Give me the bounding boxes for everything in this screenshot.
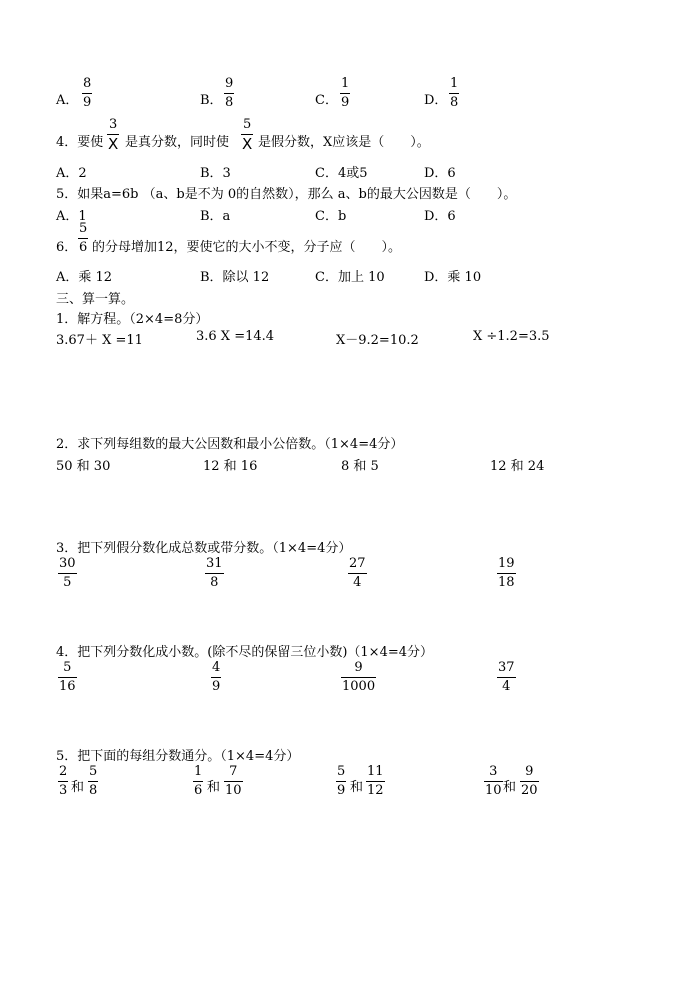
q3-option-b-fraction bbox=[224, 77, 234, 110]
numerator: 9 bbox=[354, 660, 363, 675]
numerator: 1 bbox=[450, 76, 459, 91]
decimal-fraction-4 bbox=[497, 661, 516, 694]
part-3-heading: 3．把下列假分数化成总数或带分数。（1×4=4分） bbox=[56, 541, 352, 556]
improper-fraction-4 bbox=[497, 557, 516, 590]
numerator: 1 bbox=[194, 764, 203, 779]
q4-option-d: D．6 bbox=[424, 166, 456, 181]
fraction-group-1-second bbox=[88, 765, 98, 798]
q6-prefix: 6． bbox=[56, 240, 78, 255]
part-5-heading: 5．把下面的每组分数通分。（1×4=4分） bbox=[56, 749, 300, 764]
numerator: 4 bbox=[212, 660, 221, 675]
numerator: 5 bbox=[243, 117, 252, 132]
denominator: X bbox=[242, 135, 253, 153]
q3-option-c-fraction bbox=[340, 77, 350, 110]
q4-option-c: C．4或5 bbox=[315, 166, 368, 181]
numerator: 5 bbox=[89, 764, 98, 779]
decimal-fraction-3 bbox=[341, 661, 376, 694]
q3-option-a-label: A． bbox=[56, 93, 79, 108]
denominator: 20 bbox=[521, 783, 538, 798]
denominator: 8 bbox=[205, 573, 224, 590]
denominator: 16 bbox=[59, 679, 76, 694]
q4-suffix: 是假分数，X应该是（ ）。 bbox=[258, 135, 430, 150]
numerator: 9 bbox=[525, 764, 534, 779]
denominator: 4 bbox=[497, 677, 516, 694]
fraction-group-1-first bbox=[58, 765, 68, 798]
fraction-group-3-first bbox=[336, 765, 346, 798]
denominator: 12 bbox=[367, 783, 384, 798]
improper-fraction-2 bbox=[205, 557, 224, 590]
improper-fraction-3 bbox=[348, 557, 367, 590]
number-pair-3: 8 和 5 bbox=[341, 459, 379, 474]
numerator: 19 bbox=[498, 556, 515, 571]
denominator: X bbox=[108, 135, 119, 153]
numerator: 31 bbox=[206, 556, 223, 571]
and-word: 和 bbox=[503, 780, 517, 795]
numerator: 30 bbox=[59, 556, 76, 571]
fraction-group-2-first bbox=[193, 765, 203, 798]
part-1-heading: 1．解方程。（2×4=8分） bbox=[56, 312, 209, 327]
numerator: 7 bbox=[229, 764, 238, 779]
numerator: 9 bbox=[225, 76, 234, 91]
number-pair-4: 12 和 24 bbox=[490, 459, 545, 474]
q4-prefix: 4．要使 bbox=[56, 135, 104, 150]
q4-option-b: B．3 bbox=[200, 166, 231, 181]
q3-option-a-fraction bbox=[82, 77, 92, 110]
fraction-group-2-second bbox=[224, 765, 243, 798]
section-3-title: 三、算一算。 bbox=[56, 292, 135, 307]
q6-suffix: 的分母增加12，要使它的大小不变，分子应（ ）。 bbox=[92, 240, 402, 255]
q4-fraction-1 bbox=[107, 118, 119, 151]
q4-option-a: A．2 bbox=[56, 166, 87, 181]
denominator: 9 bbox=[341, 95, 350, 110]
q3-option-b-label: B． bbox=[200, 93, 223, 108]
numerator: 2 bbox=[59, 764, 68, 779]
numerator: 3 bbox=[489, 764, 498, 779]
equation-1: 3.67＋ X =11 bbox=[56, 333, 143, 348]
denominator: 6 bbox=[194, 783, 203, 798]
q6-option-d: D．乘 10 bbox=[424, 270, 482, 285]
numerator: 37 bbox=[498, 660, 515, 675]
denominator: 9 bbox=[212, 679, 221, 694]
denominator: 8 bbox=[89, 783, 98, 798]
improper-fraction-1 bbox=[58, 557, 77, 590]
equation-2: 3.6 X =14.4 bbox=[196, 329, 275, 344]
q4-fraction-2 bbox=[241, 118, 253, 151]
numerator: 8 bbox=[83, 76, 92, 91]
q5-text: 5．如果a=6b （a、b是不为 0的自然数），那么 a、b的最大公因数是（ ）。 bbox=[56, 187, 517, 202]
q3-option-d-fraction bbox=[449, 77, 459, 110]
numerator: 11 bbox=[367, 764, 384, 779]
equation-4: X ÷1.2=3.5 bbox=[473, 329, 550, 344]
denominator: 18 bbox=[498, 575, 515, 590]
fraction-group-3-second bbox=[366, 765, 385, 798]
denominator: 9 bbox=[83, 95, 92, 110]
denominator: 3 bbox=[59, 783, 68, 798]
denominator: 9 bbox=[337, 783, 346, 798]
denominator: 10 bbox=[225, 783, 242, 798]
and-word: 和 bbox=[207, 780, 221, 795]
denominator: 10 bbox=[485, 783, 502, 798]
q5-option-b: B．a bbox=[200, 209, 231, 224]
number-pair-1: 50 和 30 bbox=[56, 459, 111, 474]
denominator: 5 bbox=[58, 573, 77, 590]
numerator: 5 bbox=[79, 221, 88, 236]
q6-option-c: C．加上 10 bbox=[315, 270, 385, 285]
number-pair-2: 12 和 16 bbox=[203, 459, 258, 474]
numerator: 5 bbox=[63, 660, 72, 675]
q3-option-c-label: C． bbox=[315, 93, 338, 108]
denominator: 4 bbox=[348, 573, 367, 590]
q5-option-c: C．b bbox=[315, 209, 347, 224]
denominator: 8 bbox=[225, 95, 234, 110]
q6-option-a: A．乘 12 bbox=[56, 270, 113, 285]
denominator: 1000 bbox=[342, 679, 376, 694]
numerator: 1 bbox=[341, 76, 350, 91]
equation-3: X－9.2=10.2 bbox=[336, 333, 419, 348]
and-word: 和 bbox=[71, 780, 85, 795]
and-word: 和 bbox=[350, 780, 364, 795]
numerator: 3 bbox=[109, 117, 118, 132]
denominator: 6 bbox=[79, 240, 88, 255]
q6-option-b: B．除以 12 bbox=[200, 270, 270, 285]
part-4-heading: 4．把下列分数化成小数。(除不尽的保留三位小数)（1×4=4分） bbox=[56, 645, 434, 660]
q5-option-a: A．1 bbox=[56, 209, 87, 224]
fraction-group-4-second bbox=[520, 765, 539, 798]
q4-middle: 是真分数，同时使 bbox=[125, 135, 230, 150]
part-2-heading: 2．求下列每组数的最大公因数和最小公倍数。（1×4=4分） bbox=[56, 437, 404, 452]
q6-fraction bbox=[78, 222, 88, 255]
numerator: 5 bbox=[337, 764, 346, 779]
q3-option-d-label: D． bbox=[424, 93, 448, 108]
q5-option-d: D．6 bbox=[424, 209, 456, 224]
decimal-fraction-2 bbox=[211, 661, 221, 694]
decimal-fraction-1 bbox=[58, 661, 77, 694]
numerator: 27 bbox=[349, 556, 366, 571]
denominator: 8 bbox=[450, 95, 459, 110]
fraction-group-4-first bbox=[484, 765, 503, 798]
